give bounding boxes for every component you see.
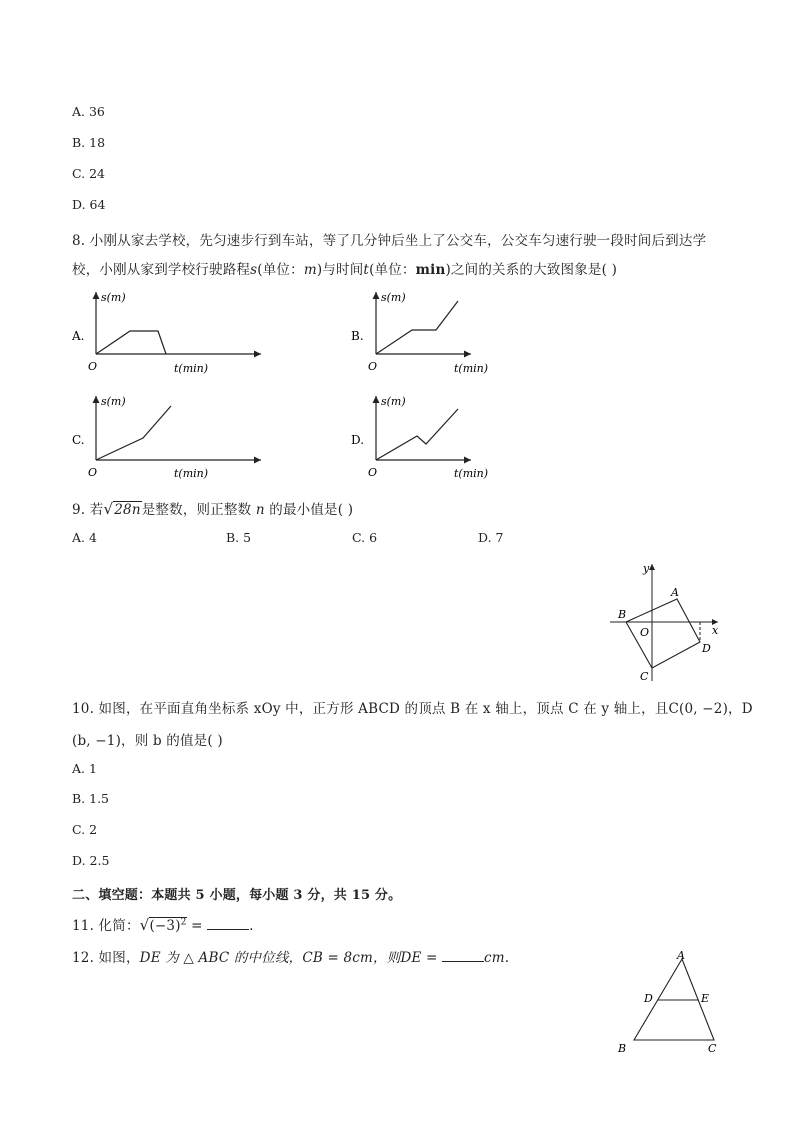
graph-d-label: D. xyxy=(351,433,365,447)
q8-stem-line1: 8. 小刚从家去学校，先匀速步行到车站，等了几分钟后坐上了公交车，公交车匀速行驶一段时间后到达学 xyxy=(72,233,707,249)
graph-a-ylabel: s(m) xyxy=(101,291,126,304)
graph-c-origin: O xyxy=(88,466,98,479)
q11-stem: 11. 化简：$√(-3)^2$ = . xyxy=(72,916,254,934)
q10-c-label: C xyxy=(640,670,649,683)
q10-o-label: O xyxy=(640,626,650,639)
section-2-heading: 二、填空题：本题共 5 小题，每小题 3 分，共 15 分。 xyxy=(72,888,402,903)
q11-answer-blank xyxy=(207,917,249,930)
q10-stem-line2: (b, −1)，则 b 的值是( ) xyxy=(72,733,223,749)
q10-option-d: D. 2.5 xyxy=(72,853,110,868)
q12-stem: 12. 如图，DE 为 △ ABC 的中位线，CB = 8cm，则DE = cm. xyxy=(72,950,510,966)
q9-radicand: 28n xyxy=(114,502,141,518)
q10-option-b: B. 1.5 xyxy=(72,791,110,806)
q8-graphs xyxy=(66,284,786,484)
graph-c-label: C. xyxy=(72,433,85,447)
q7-option-b: B. 18 xyxy=(72,135,106,150)
q10-square xyxy=(626,599,700,668)
q9-stem: 9. 若√28n是整数，则正整数 n 的最小值是( ) xyxy=(72,500,354,518)
q8-stem-line2: 校，小刚从家到学校行驶路程s(单位：m)与时间t(单位：min)之间的关系的大致图象是( ) xyxy=(72,262,618,278)
graph-a-origin: O xyxy=(88,360,98,373)
q9-option-b: B. 5 xyxy=(226,530,252,545)
q12-answer-blank xyxy=(442,949,484,962)
q10-b-label: B xyxy=(618,608,627,621)
q12-e-label: E xyxy=(701,992,710,1005)
graph-b-origin: O xyxy=(368,360,378,373)
q7-option-c: C. 24 xyxy=(72,166,105,181)
q10-y-label: y xyxy=(643,562,650,575)
graph-b-ylabel: s(m) xyxy=(381,291,406,304)
graph-b-curve xyxy=(376,301,458,354)
q7-option-d: D. 64 xyxy=(72,197,106,212)
graph-c xyxy=(72,395,261,480)
graph-d-xlabel: t(min) xyxy=(454,467,489,480)
q12-figure xyxy=(612,946,724,1058)
q12-a-label: A xyxy=(677,949,685,962)
q10-d-label: D xyxy=(702,642,711,655)
q12-c-label: C xyxy=(708,1042,717,1055)
graph-a xyxy=(71,291,261,375)
q10-x-label: x xyxy=(712,624,719,637)
graph-a-label: A. xyxy=(72,329,85,343)
graph-b-label: B. xyxy=(351,329,364,343)
q7-option-a: A. 36 xyxy=(72,104,105,119)
graph-c-ylabel: s(m) xyxy=(101,395,126,408)
q9-option-d: D. 7 xyxy=(478,530,504,545)
q12-d-label: D xyxy=(644,992,653,1005)
graph-b-xlabel: t(min) xyxy=(454,362,489,375)
sqrt-sign: √ xyxy=(139,916,150,934)
graph-a-curve xyxy=(96,331,166,354)
graph-d-curve xyxy=(376,409,458,460)
graph-a-xlabel: t(min) xyxy=(174,362,209,375)
graph-d xyxy=(351,395,488,480)
graph-d-ylabel: s(m) xyxy=(381,395,406,408)
q10-option-a: A. 1 xyxy=(72,761,97,776)
graph-c-xlabel: t(min) xyxy=(174,467,209,480)
q9-option-a: A. 4 xyxy=(72,530,97,545)
q10-a-label: A xyxy=(671,586,679,599)
graph-c-curve xyxy=(96,406,171,460)
q10-option-c: C. 2 xyxy=(72,822,98,837)
sqrt-sign: √ xyxy=(103,500,114,518)
q9-option-c: C. 6 xyxy=(352,530,378,545)
graph-d-origin: O xyxy=(368,466,378,479)
q10-stem-line1: 10. 如图，在平面直角坐标系 xOy 中，正方形 ABCD 的顶点 B 在 x 轴上，顶点 C 在 y 轴上，且C(0, −2)，D xyxy=(72,701,753,717)
q12-b-label: B xyxy=(618,1042,627,1055)
q10-figure xyxy=(604,556,734,686)
graph-b xyxy=(351,291,488,375)
